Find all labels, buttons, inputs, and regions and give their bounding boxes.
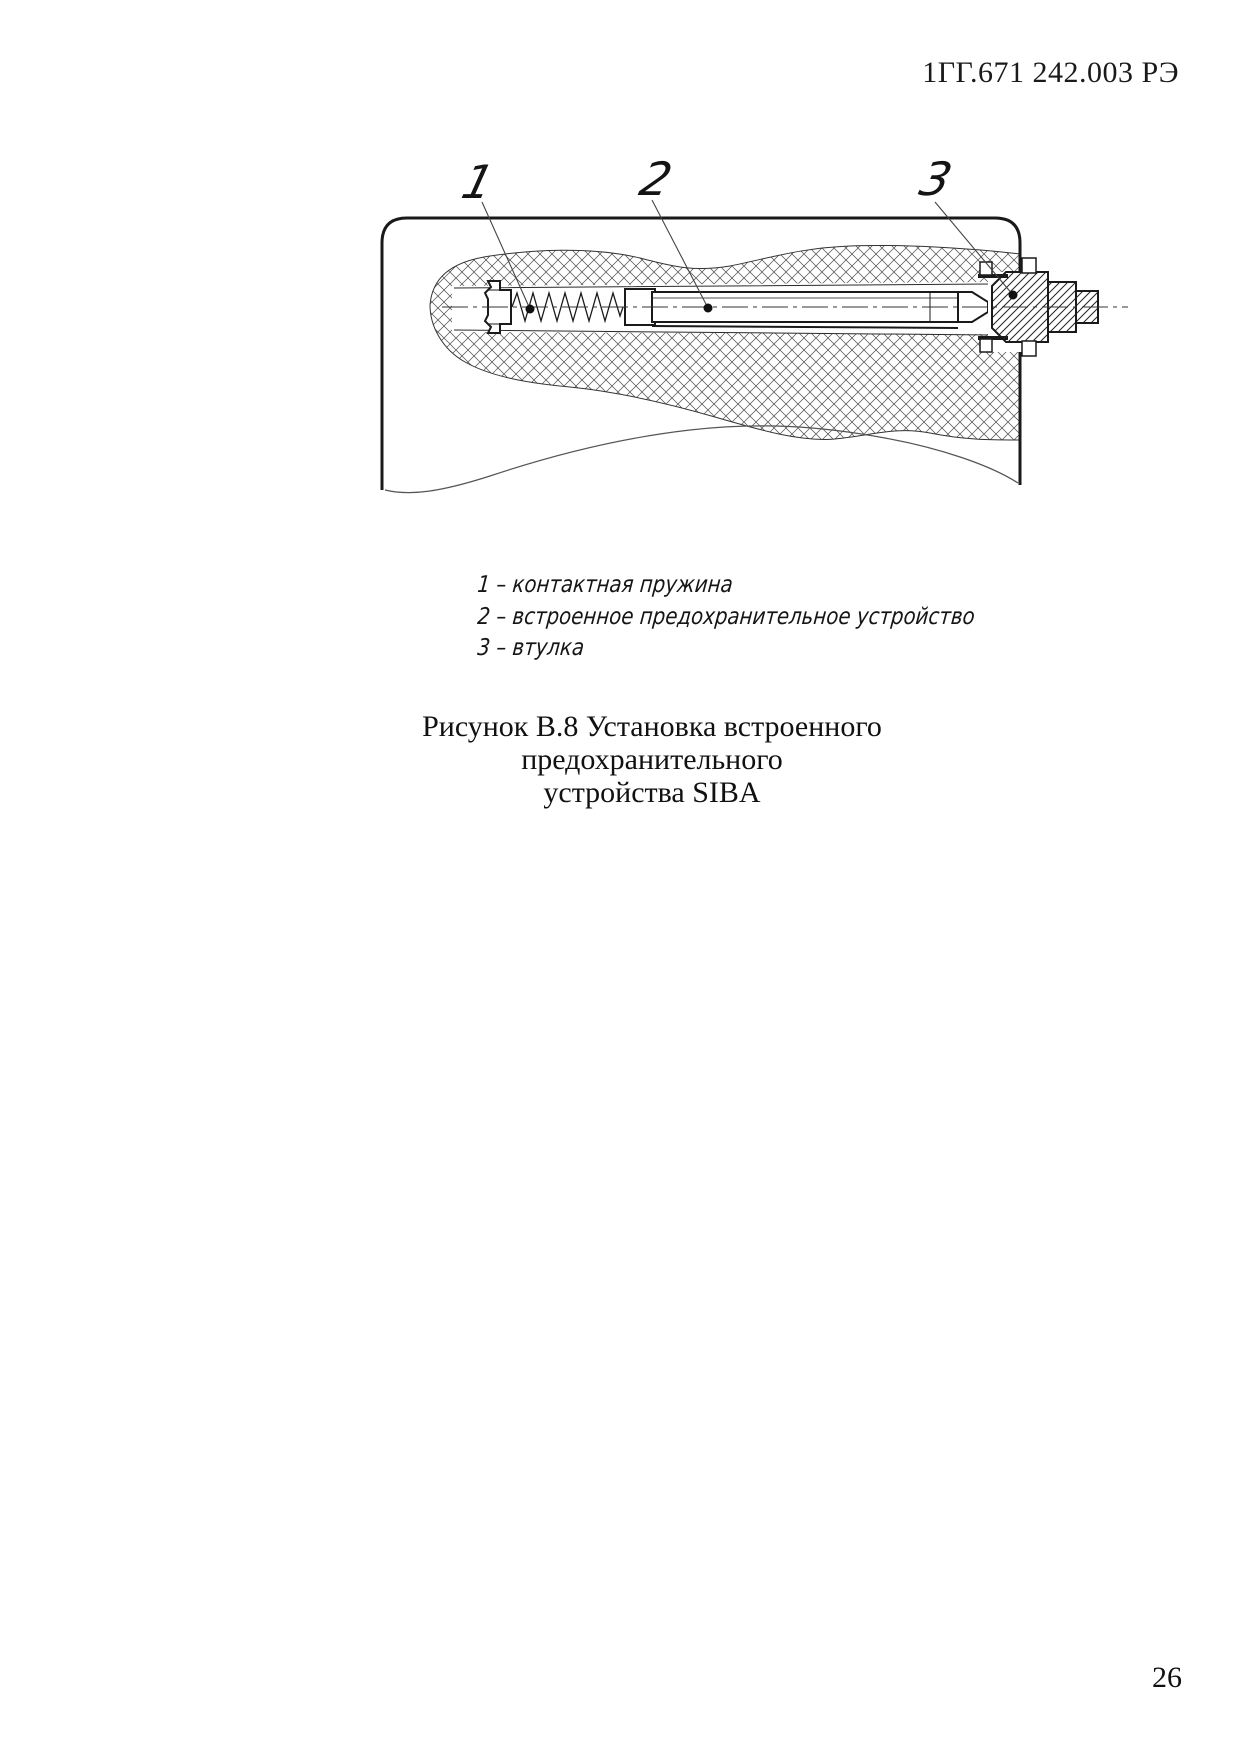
bushing-seat-step-bottom [980, 339, 992, 352]
figure-drawing [330, 140, 1140, 505]
callout-1: 1 [456, 156, 499, 210]
legend-item-3-label: 3 – втулка [476, 635, 586, 661]
legend-item-3 [476, 633, 1054, 665]
legend-item-1 [476, 570, 1054, 602]
figure-caption-line1: Рисунок В.8 Установка встроенного предохранительного [422, 710, 882, 776]
bushing-tab-top [1022, 258, 1036, 273]
bushing-tab-bottom [1022, 341, 1036, 356]
figure-caption [300, 710, 1004, 809]
legend-item-1-label: 1 – контактная пружина [476, 572, 734, 598]
page-number: 26 [1152, 1661, 1182, 1694]
legend-item-2-label: 2 – встроенное предохранительное устройство [476, 603, 976, 630]
document-code: 1ГГ.671 242.003 РЭ [922, 56, 1179, 89]
figure-legend [476, 570, 1054, 665]
body-break-line [385, 426, 1018, 493]
figure-caption-line2: устройства SIBA [543, 776, 761, 809]
legend-item-2 [476, 602, 1054, 634]
callout-3: 3 [914, 153, 957, 207]
callout-2: 2 [634, 153, 677, 207]
insulation-hatch-region [430, 245, 1020, 440]
